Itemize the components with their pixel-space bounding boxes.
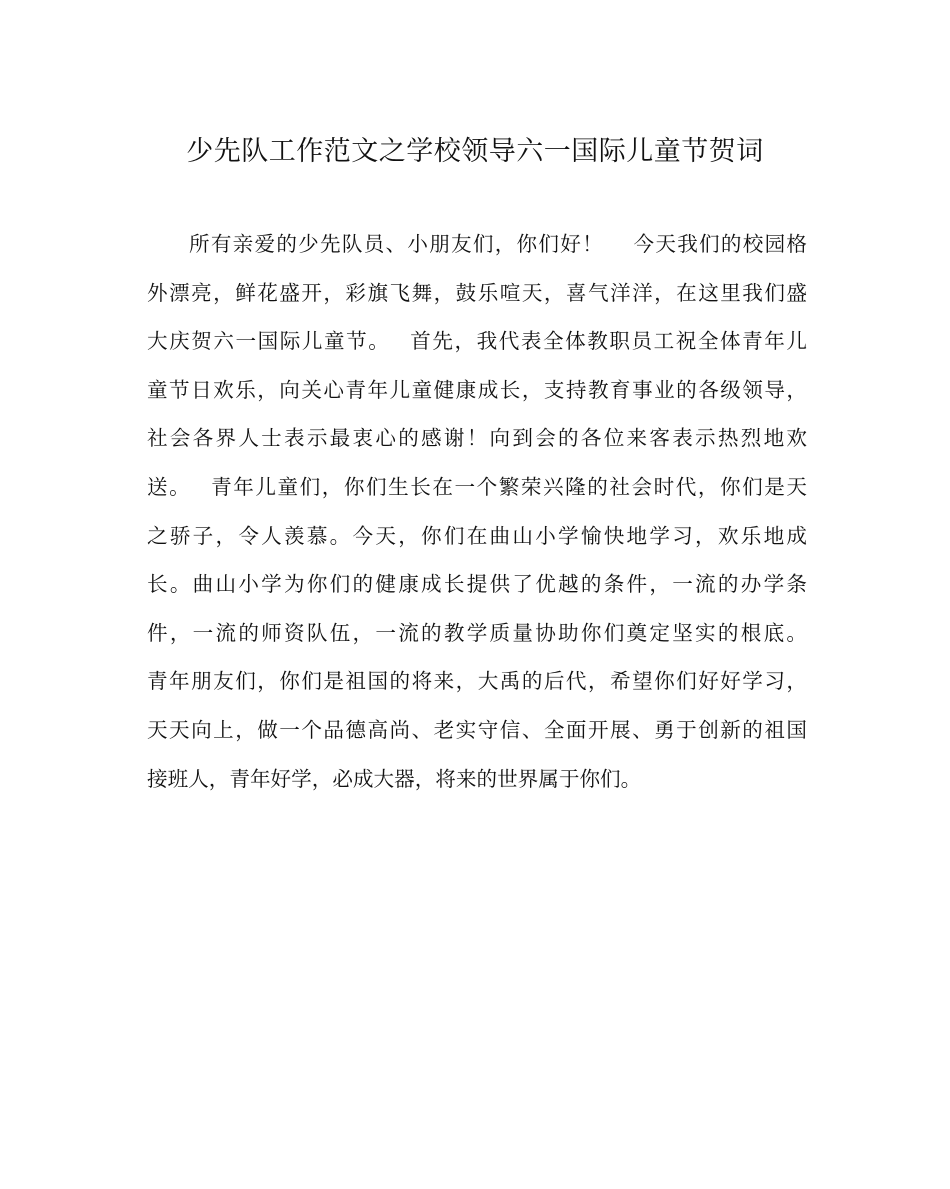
body-line-3: 大庆贺六一国际儿童节。 首先，我代表全体教职员工祝全体青年儿	[147, 329, 807, 354]
body-line-9: 件，一流的师资队伍，一流的教学质量协助你们奠定坚实的根底。	[147, 620, 807, 645]
body-line-7: 之骄子，令人羡慕。今天，你们在曲山小学愉快地学习，欢乐地成	[147, 523, 807, 548]
body-line-2: 外漂亮，鲜花盛开，彩旗飞舞，鼓乐喧天，喜气洋洋，在这里我们盛	[147, 280, 807, 305]
body-line-8: 长。曲山小学为你们的健康成长提供了优越的条件，一流的办学条	[147, 572, 807, 597]
body-line-5: 社会各界人士表示最衷心的感谢！向到会的各位来客表示热烈地欢	[147, 426, 807, 451]
body-line-11: 天天向上，做一个品德高尚、老实守信、全面开展、勇于创新的祖国	[147, 717, 807, 742]
document-body	[147, 220, 807, 803]
body-line-1: 所有亲爱的少先队员、小朋友们，你们好！ 今天我们的校园格	[189, 232, 807, 256]
body-line-12: 接班人，青年好学，必成大器，将来的世界属于你们。	[147, 766, 642, 791]
document-title: 少先队工作范文之学校领导六一国际儿童节贺词	[186, 136, 764, 167]
body-line-10: 青年朋友们，你们是祖国的将来，大禹的后代，希望你们好好学习，	[147, 669, 807, 694]
body-line-6: 送。 青年儿童们，你们生长在一个繁荣兴隆的社会时代，你们是天	[147, 474, 807, 499]
body-line-4: 童节日欢乐，向关心青年儿童健康成长，支持教育事业的各级领导，	[147, 377, 807, 402]
